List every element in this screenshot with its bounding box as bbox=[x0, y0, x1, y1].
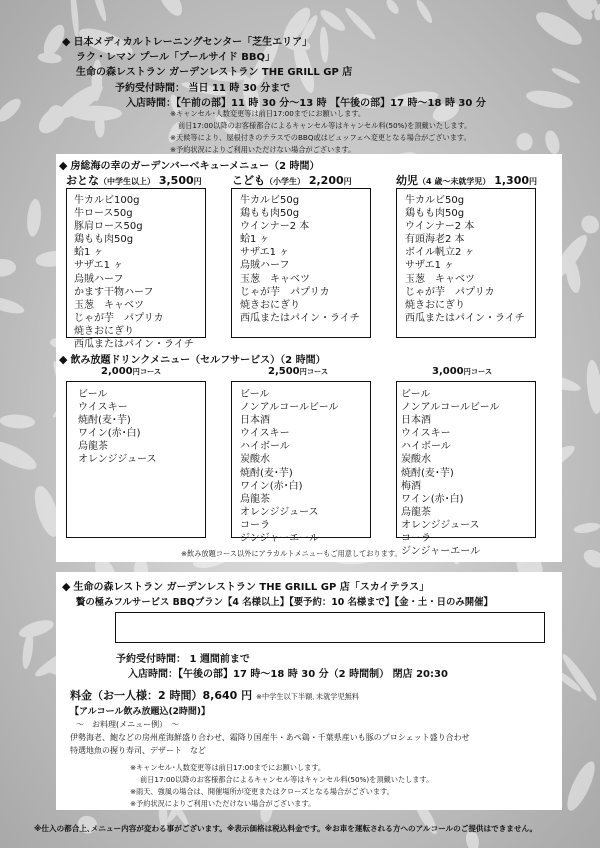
list-item: 焼きおにぎり bbox=[74, 325, 134, 337]
dish-example-heading: ～ お料理(メニュー例） ～ bbox=[76, 720, 180, 729]
list-item: 烏龍茶 bbox=[401, 506, 431, 518]
list-item: ビール bbox=[78, 389, 108, 400]
list-item: 玉葱 キャベツ bbox=[74, 299, 144, 311]
diamond-bullet-icon: ◆ bbox=[59, 353, 68, 366]
dish-line-2: 特選地魚の握り寿司、デザート など bbox=[70, 746, 206, 755]
venue-line-3: 生命の森レストラン ガーデンレストラン THE GRILL GP 店 bbox=[76, 67, 353, 78]
note-2: 前日17:00以降のお客様都合によるキャンセル等はキャンセル料(50%)を頂戴いたします。 bbox=[178, 121, 472, 130]
list-item: オレンジジュース bbox=[78, 454, 157, 466]
list-item: じゃが芋 パプリカ bbox=[240, 286, 330, 298]
list-item: サザエ1 ヶ bbox=[405, 260, 455, 272]
menu-list-infant bbox=[405, 194, 525, 325]
footer-note: ※仕入の都合上､メニュー内容が変わる事がございます。※表示価格は税込料金です。※お車を運転される方へのアルコールのご提供はできません。 bbox=[34, 824, 538, 833]
list-item: 烏龍茶 bbox=[78, 441, 108, 453]
drink-list-2500 bbox=[240, 388, 338, 545]
list-item: ジンジャーエール bbox=[240, 533, 320, 545]
list-item: 日本酒 bbox=[401, 415, 431, 427]
list-item: ノンアルコールビール bbox=[401, 402, 500, 414]
section2-plan: 贅の極みフルサービス BBQプラン【4 名様以上】【要予約：10 名様まで】【金・土・日のみ開催】 bbox=[76, 597, 493, 608]
list-item: 焼酎(麦･芋) bbox=[240, 467, 293, 479]
diamond-bullet-icon: ◆ bbox=[59, 159, 68, 172]
list-item: じゃが芋 パプリカ bbox=[405, 286, 495, 298]
list-item: 玉葱 キャベツ bbox=[405, 273, 475, 285]
list-item: コーラ bbox=[240, 519, 270, 531]
section2-venue: ◆ 生命の森レストラン ガーデンレストラン THE GRILL GP 店「スカイテラス」 bbox=[62, 580, 430, 593]
list-item: ビール bbox=[401, 389, 431, 400]
list-item: オレンジジュース bbox=[240, 506, 319, 518]
course-child-title: こども（小学生） 2,200円 bbox=[232, 174, 352, 187]
list-item: コーラ bbox=[401, 533, 431, 545]
section2-price: 料金（お一人様：2 時間）8,640 円 ※中学生以下半額､未就学児無料 bbox=[70, 689, 360, 702]
venue-line-1: ◆ 日本メディカルトレーニングセンター「芝生エリア」 bbox=[62, 35, 313, 48]
entry-time: 入店時間：【午前の部】11 時 30 分～13 時 【午後の部】17 時～18 時 30 分 bbox=[126, 98, 486, 109]
section2-note-4: ※予約状況によりご利用いただけない場合がございます。 bbox=[130, 799, 316, 808]
list-item: 焼きおにぎり bbox=[405, 299, 465, 311]
section2-note-2: 前日17:00以降のお客様都合によるキャンセル等はキャンセル料(50%)を頂戴いたします。 bbox=[140, 775, 434, 784]
diamond-bullet-icon: ◆ bbox=[62, 35, 71, 48]
list-item: ウイスキー bbox=[78, 402, 128, 414]
list-item: 牛カルビ100g bbox=[74, 195, 140, 206]
list-item: 西瓜またはパイン・ライチ bbox=[405, 312, 525, 324]
menu-list-adult bbox=[74, 194, 194, 351]
list-item: 蛤1 ヶ bbox=[240, 234, 270, 246]
section2-reservation: 予約受付時間： 1 週間前まで bbox=[116, 654, 250, 665]
list-item: 玉葱 キャベツ bbox=[240, 273, 310, 285]
drink-course-1-title: 2,000円コース bbox=[101, 366, 162, 377]
list-item: 梅酒 bbox=[401, 480, 421, 492]
section2-entry: 入店時間：【午後の部】17 時～18 時 30 分（2 時間制） 閉店 20:30 bbox=[128, 669, 448, 680]
drink-note: ※飲み放題コース以外にアラカルトメニューもご用意しております。 bbox=[181, 549, 402, 558]
list-item: 牛ロース50g bbox=[74, 208, 133, 220]
list-item: ワイン(赤･白) bbox=[401, 493, 464, 505]
list-item: ワイン(赤･白) bbox=[78, 428, 141, 440]
list-item: サザエ1 ヶ bbox=[74, 260, 124, 272]
list-item: 炭酸水 bbox=[401, 454, 431, 466]
list-item: ウイスキー bbox=[401, 428, 451, 440]
list-item: 蛤1 ヶ bbox=[74, 247, 104, 259]
list-item: 有頭海老2 本 bbox=[405, 234, 465, 246]
list-item: ワイン(赤･白) bbox=[240, 480, 303, 492]
venue-line-2: ラク・レマン プール「プールサイド BBQ」 bbox=[76, 52, 276, 63]
list-item: ウインナー2 本 bbox=[405, 221, 475, 233]
list-item: じゃが芋 パプリカ bbox=[74, 312, 164, 324]
list-item: かます干物ハーフ bbox=[74, 286, 154, 298]
menu-list-child bbox=[240, 194, 360, 325]
list-item: 西瓜またはパイン・ライチ bbox=[74, 339, 194, 351]
list-item: ハイボール bbox=[240, 441, 290, 453]
drink-list-2000 bbox=[78, 388, 157, 467]
note-1: ※キャンセル･人数変更等は前日17:00までにお願いします。 bbox=[170, 109, 366, 118]
drink-list-3000 bbox=[401, 388, 499, 558]
list-item: ノンアルコールビール bbox=[240, 402, 339, 414]
dish-line-1: 伊勢海老、鮑などの房州産海鮮盛り合わせ、霜降り国産牛・あぺ鶏・千葉県産いも豚のプロシェット盛り合わせ bbox=[70, 733, 470, 742]
course-infant-title: 幼児（4 歳～未就学児） 1,300円 bbox=[396, 174, 537, 187]
list-item: 焼酎(麦･芋) bbox=[401, 467, 454, 479]
list-item: ハイボール bbox=[401, 441, 451, 453]
list-item: 烏賊ハーフ bbox=[74, 273, 124, 285]
list-item: 焼酎(麦･芋) bbox=[78, 415, 131, 427]
list-item: 烏賊ハーフ bbox=[240, 260, 290, 272]
list-item: 牛カルビ50g bbox=[240, 195, 300, 206]
drink-course-3-title: 3,000円コース bbox=[432, 366, 493, 377]
list-item: 鶏もも肉50g bbox=[240, 208, 300, 220]
section2-note-1: ※キャンセル･人数変更等は前日17:00までにお願いします。 bbox=[130, 763, 326, 772]
list-item: 牛カルビ50g bbox=[405, 195, 465, 206]
course-adult-title: おとな（中学生以上） 3,500円 bbox=[66, 174, 202, 187]
list-item: 西瓜またはパイン・ライチ bbox=[240, 312, 360, 324]
section2-note-3: ※雨天、強風の場合は、開催場所が変更またはクローズとなる場合がございます。 bbox=[130, 787, 394, 796]
diamond-bullet-icon: ◆ bbox=[62, 580, 71, 593]
list-item: ジンジャーエール bbox=[401, 546, 481, 558]
note-3: ※天候等により、屋根付きのテラスでのBBQ或はビュッフェへ変更となる場合がございます。 bbox=[170, 133, 471, 142]
list-item: 烏龍茶 bbox=[240, 493, 270, 505]
list-item: 鶏もも肉50g bbox=[405, 208, 465, 220]
bbq-heading: ◆ 房総海の幸のガーデンバーベキューメニュー（2 時間） bbox=[59, 159, 320, 172]
list-item: 日本酒 bbox=[240, 415, 270, 427]
list-item: 豚肩ロース50g bbox=[74, 221, 143, 233]
alcohol-included: 【アルコール飲み放題込(2時間)】 bbox=[70, 707, 210, 717]
note-4: ※予約状況によりご利用いただけない場合がございます。 bbox=[170, 145, 356, 154]
list-item: 鶏もも肉50g bbox=[74, 234, 134, 246]
list-item: 焼きおにぎり bbox=[240, 299, 300, 311]
list-item: オレンジジュース bbox=[401, 519, 480, 531]
list-item: ビール bbox=[240, 389, 270, 400]
description-box bbox=[115, 612, 545, 643]
drink-heading: ◆ 飲み放題ドリンクメニュー（セルフサービス）（2 時間） bbox=[59, 353, 326, 366]
list-item: 炭酸水 bbox=[240, 454, 270, 466]
list-item: サザエ1 ヶ bbox=[240, 247, 290, 259]
drink-course-2-title: 2,500円コース bbox=[268, 366, 329, 377]
list-item: ウインナー2 本 bbox=[240, 221, 310, 233]
list-item: ボイル帆立2 ヶ bbox=[405, 247, 475, 259]
list-item: ウイスキー bbox=[240, 428, 290, 440]
reservation-time: 予約受付時間： 当日 11 時 30 分まで bbox=[115, 83, 291, 94]
